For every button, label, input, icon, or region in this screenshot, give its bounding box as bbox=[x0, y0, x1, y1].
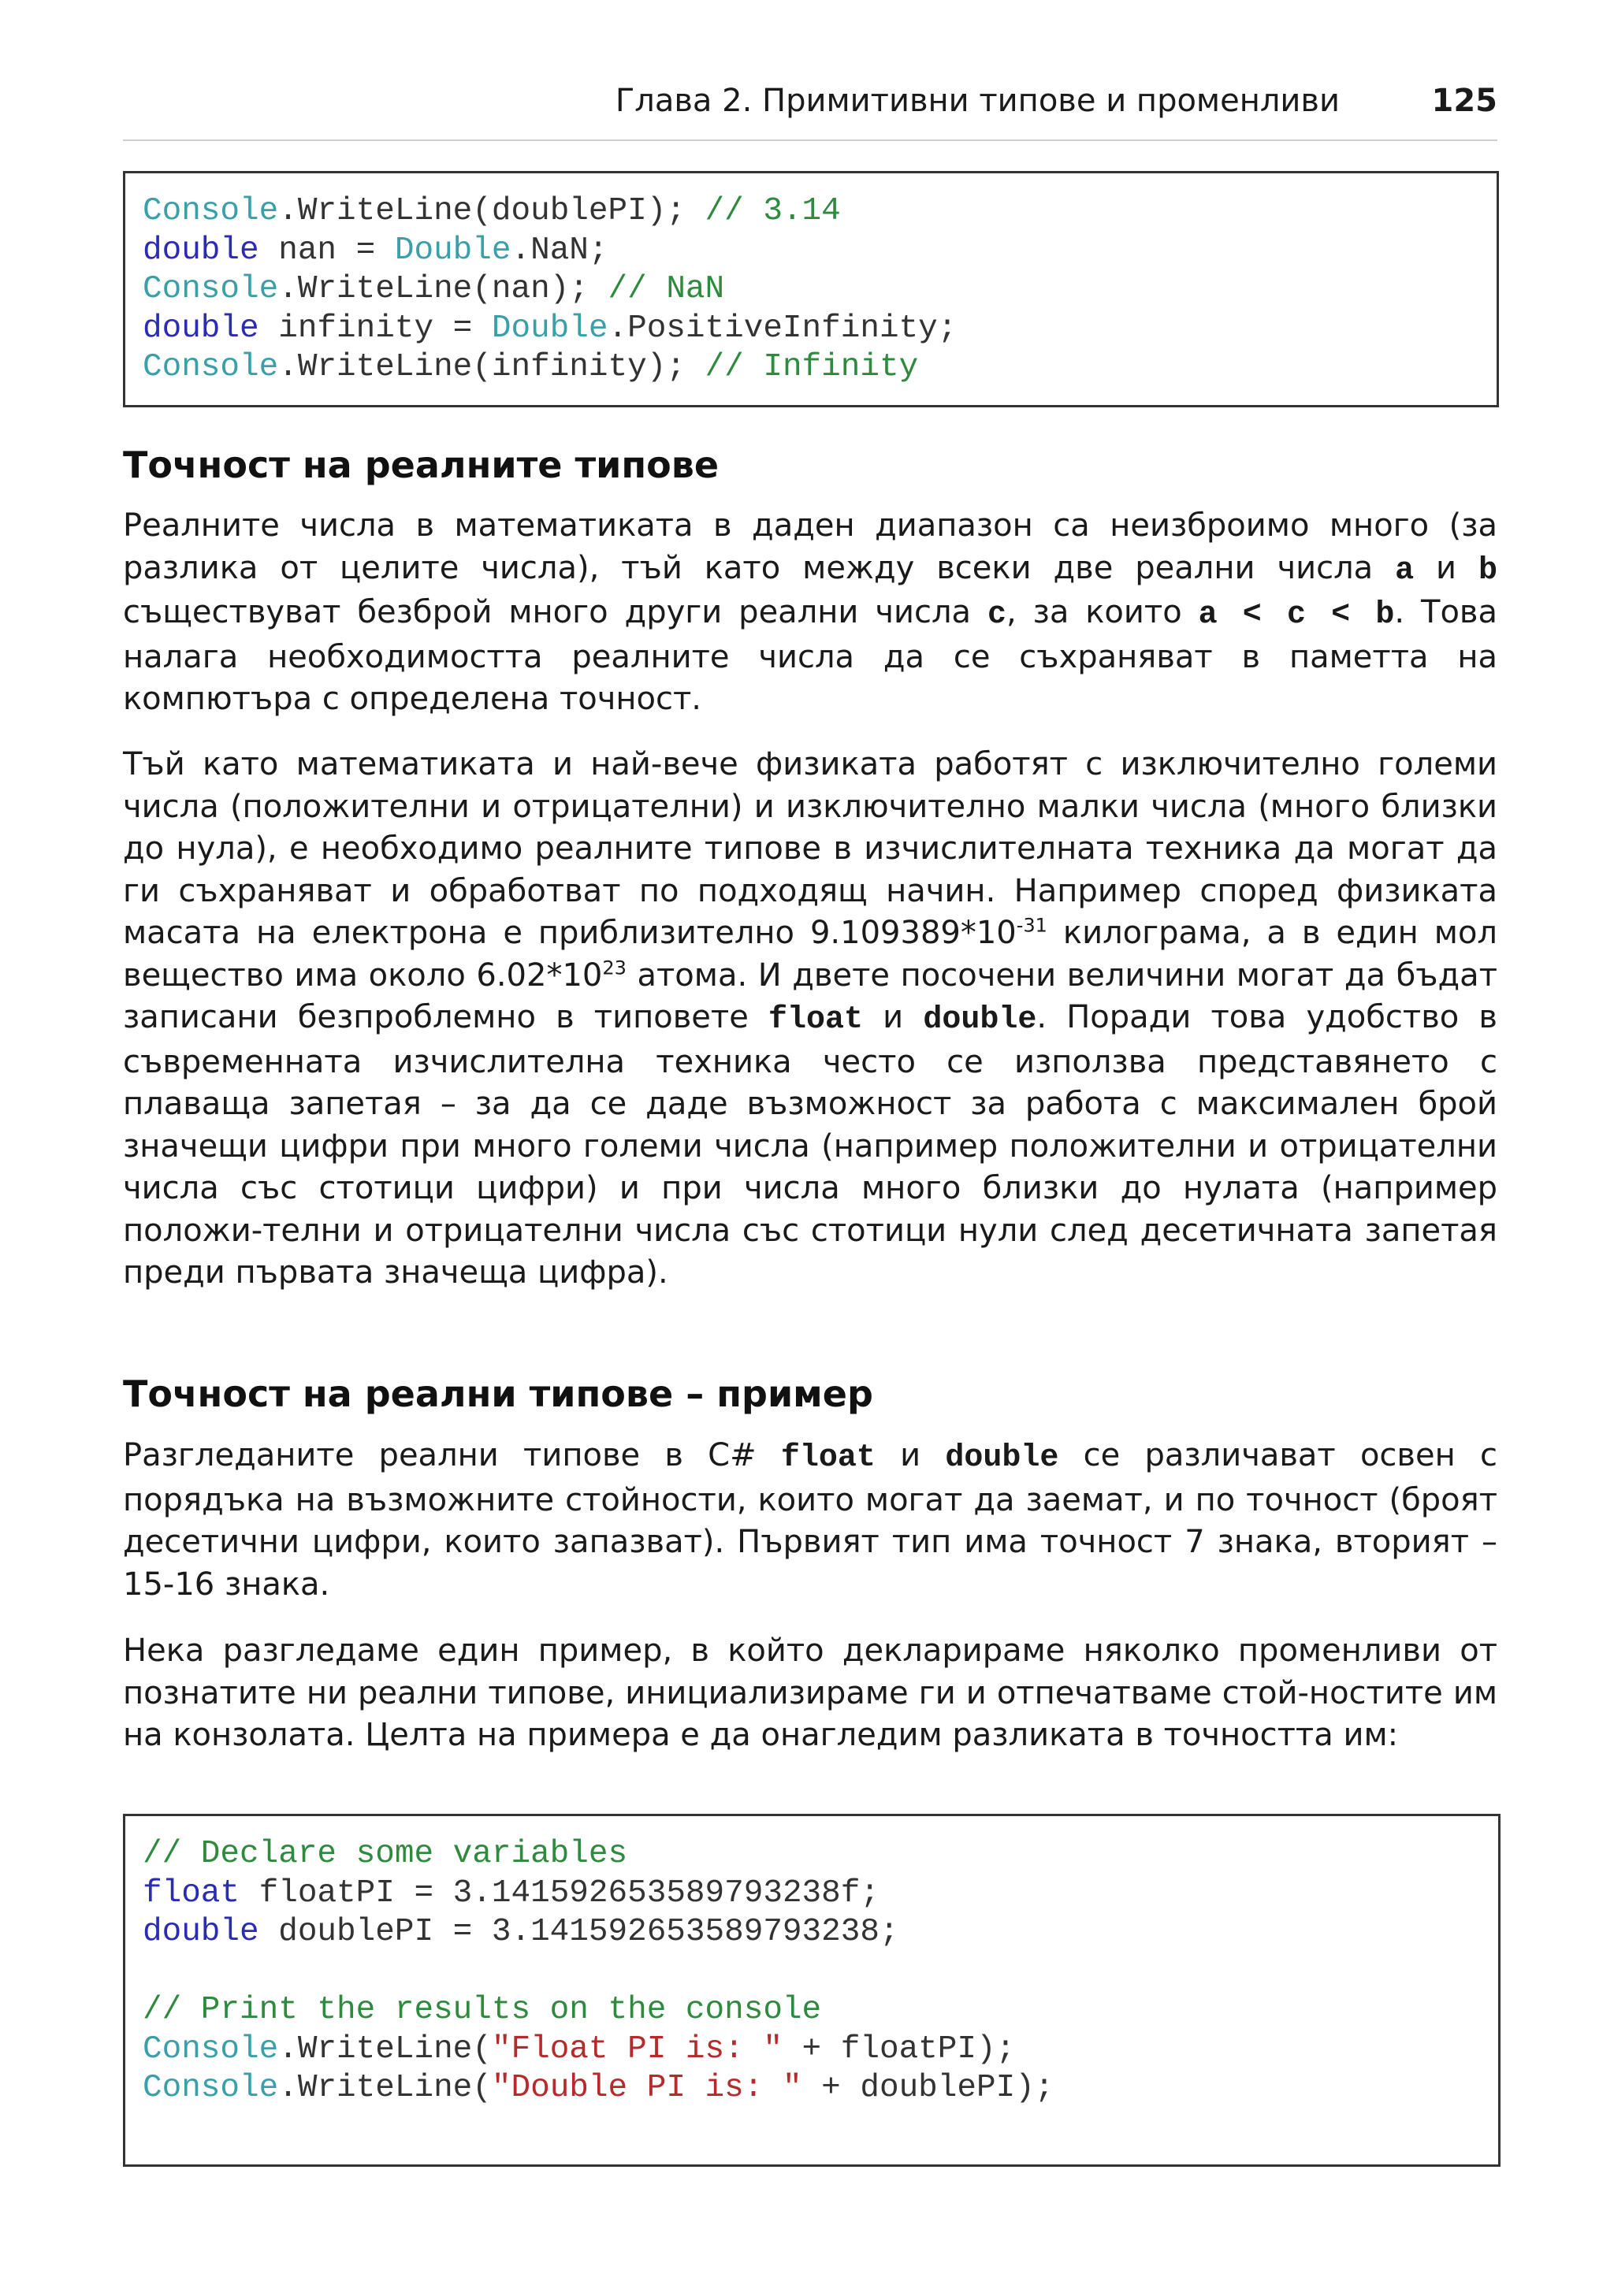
inline-code: c bbox=[987, 597, 1006, 633]
code-token-type: float bbox=[143, 1874, 240, 1911]
code-line bbox=[143, 1952, 1498, 1992]
inline-code: double bbox=[945, 1440, 1059, 1476]
running-header bbox=[123, 77, 1497, 124]
paragraph-example-intro bbox=[123, 1630, 1497, 1757]
code-token-class: Console bbox=[143, 349, 279, 385]
code-block-pi-example bbox=[123, 1814, 1501, 2167]
code-line bbox=[143, 348, 1497, 388]
code-lines bbox=[143, 1835, 1498, 2108]
inline-code: float bbox=[768, 1002, 864, 1038]
superscript-exponent: -31 bbox=[1016, 914, 1047, 937]
code-token-plain: floatPI = 3.141592653589793238f; bbox=[240, 1874, 880, 1911]
text-run: Разгледаните реални типове в C# bbox=[123, 1437, 781, 1473]
text-run: . Това налага необходимостта реалните числа да се съхраняват в паметта на компютъра с определена точност. bbox=[123, 594, 1498, 717]
code-token-plain: + doublePI); bbox=[801, 2070, 1054, 2106]
section-heading-precision-example: Точност на реални типове – пример bbox=[123, 1373, 873, 1415]
code-token-type: double bbox=[143, 310, 259, 347]
code-token-plain: .WriteLine( bbox=[278, 2030, 492, 2068]
inline-code: a < c < b bbox=[1198, 597, 1395, 633]
code-line bbox=[143, 1913, 1498, 1952]
code-token-class: Console bbox=[143, 2070, 279, 2106]
code-token-comment: // NaN bbox=[608, 271, 725, 307]
page-number: 125 bbox=[1431, 83, 1497, 119]
code-token-class: Console bbox=[143, 271, 279, 307]
code-token-plain: nan = bbox=[258, 232, 395, 269]
code-token-comment: // Infinity bbox=[705, 349, 919, 385]
code-token-comment: // 3.14 bbox=[705, 193, 841, 229]
code-token-plain: .WriteLine( bbox=[278, 2070, 492, 2106]
paragraph-float-double-diff bbox=[123, 1435, 1497, 1606]
code-token-plain: .WriteLine(doublePI); bbox=[278, 193, 705, 229]
inline-code: float bbox=[780, 1440, 876, 1476]
code-token-class: Console bbox=[143, 2030, 279, 2068]
code-lines bbox=[143, 192, 1497, 388]
text-run: и bbox=[875, 1437, 946, 1473]
code-token-plain: + floatPI); bbox=[782, 2030, 1016, 2068]
code-line bbox=[143, 270, 1497, 310]
text-run: Реалните числа в математиката в даден диапазон са неизброимо много (за разлика от целите числа), тъй като между всеки две реални числа bbox=[123, 507, 1497, 586]
code-token-plain: .WriteLine(nan); bbox=[278, 271, 608, 307]
code-line bbox=[143, 1874, 1498, 1914]
code-token-plain: doublePI = 3.141592653589793238; bbox=[258, 1914, 899, 1950]
paragraph-real-numbers bbox=[123, 505, 1497, 721]
code-token-type: double bbox=[143, 232, 259, 269]
code-token-plain: infinity = bbox=[258, 310, 492, 347]
code-line bbox=[143, 192, 1497, 232]
code-line bbox=[143, 1991, 1498, 2030]
text-run: и bbox=[1414, 549, 1478, 586]
text-run: Нека разгледаме един пример, в който декларираме няколко променливи от познатите ни реални типове, инициализираме ги и отпечатваме стой-ностите им на конзолата. Целта на примера е да онагледим разликата в точността им: bbox=[123, 1633, 1497, 1753]
text-run: съществуват безброй много други реални числа bbox=[123, 594, 987, 630]
code-token-plain: .PositiveInfinity; bbox=[608, 310, 958, 347]
text-run: . Поради това удобство в съвременната изчислителна техника често се използва представянето с плаваща запетая – за да се даде възможност за работа с максимален брой значещи цифри при много големи числа (например положителни и отрицателни числа със стотици цифри) и при числа много близки до нулата (например положи-телни и отрицателни числа със стотици нули след десетичната запетая преди първата значеща цифра). bbox=[123, 999, 1497, 1291]
code-line bbox=[143, 232, 1497, 271]
code-token-comment: // Declare some variables bbox=[143, 1836, 628, 1872]
code-token-class: Double bbox=[394, 232, 511, 269]
code-block-infinity-example bbox=[123, 171, 1499, 407]
inline-code: double bbox=[923, 1002, 1037, 1038]
header-divider bbox=[123, 139, 1497, 141]
chapter-title: Глава 2. Примитивни типове и променливи bbox=[615, 83, 1340, 119]
code-token-plain: .WriteLine(infinity); bbox=[278, 349, 705, 385]
text-run: , за които bbox=[1006, 594, 1199, 630]
code-token-class: Console bbox=[143, 193, 279, 229]
text-run: Тъй като математиката и най-вече физиката работят с изключително големи числа (положителни и отрицателни) и изключително малки числа (много близки до нула), е необходимо реалните типове в изчислителната техника да могат да ги съхраняват и обработват по подходящ начин. Например според физиката масата на електрона е приблизително 9.109389*10 bbox=[123, 746, 1497, 951]
inline-code: b bbox=[1478, 552, 1497, 589]
code-token-comment: // Print the results on the console bbox=[143, 1992, 822, 2028]
code-token-string: "Double PI is: " bbox=[491, 2070, 802, 2106]
code-token-plain: .NaN; bbox=[511, 232, 608, 269]
text-run: се различават освен с порядъка на възможните стойности, които могат да заемат, и по точност (броят десетични цифри, които запазват). Първият тип има точност 7 знака, вторият – 15-16 знака. bbox=[123, 1437, 1497, 1603]
code-token-type: double bbox=[143, 1914, 259, 1950]
code-line bbox=[143, 310, 1497, 349]
superscript-exponent: 23 bbox=[602, 957, 627, 979]
code-token-string: "Float PI is: " bbox=[491, 2030, 783, 2068]
code-token-class: Double bbox=[491, 310, 608, 347]
code-line bbox=[143, 2069, 1498, 2108]
inline-code: a bbox=[1395, 552, 1415, 589]
text-run: атома. И двете посочени величини могат да бъдат записани безпроблемно в типовете bbox=[123, 957, 1497, 1035]
text-run: килограма, а в един мол вещество има около 6.02*10 bbox=[123, 915, 1497, 994]
code-line bbox=[143, 1835, 1498, 1874]
code-line bbox=[143, 2030, 1498, 2070]
section-heading-precision: Точност на реалните типове bbox=[123, 444, 720, 486]
text-run: и bbox=[863, 999, 924, 1035]
paragraph-physics-example bbox=[123, 744, 1497, 1295]
